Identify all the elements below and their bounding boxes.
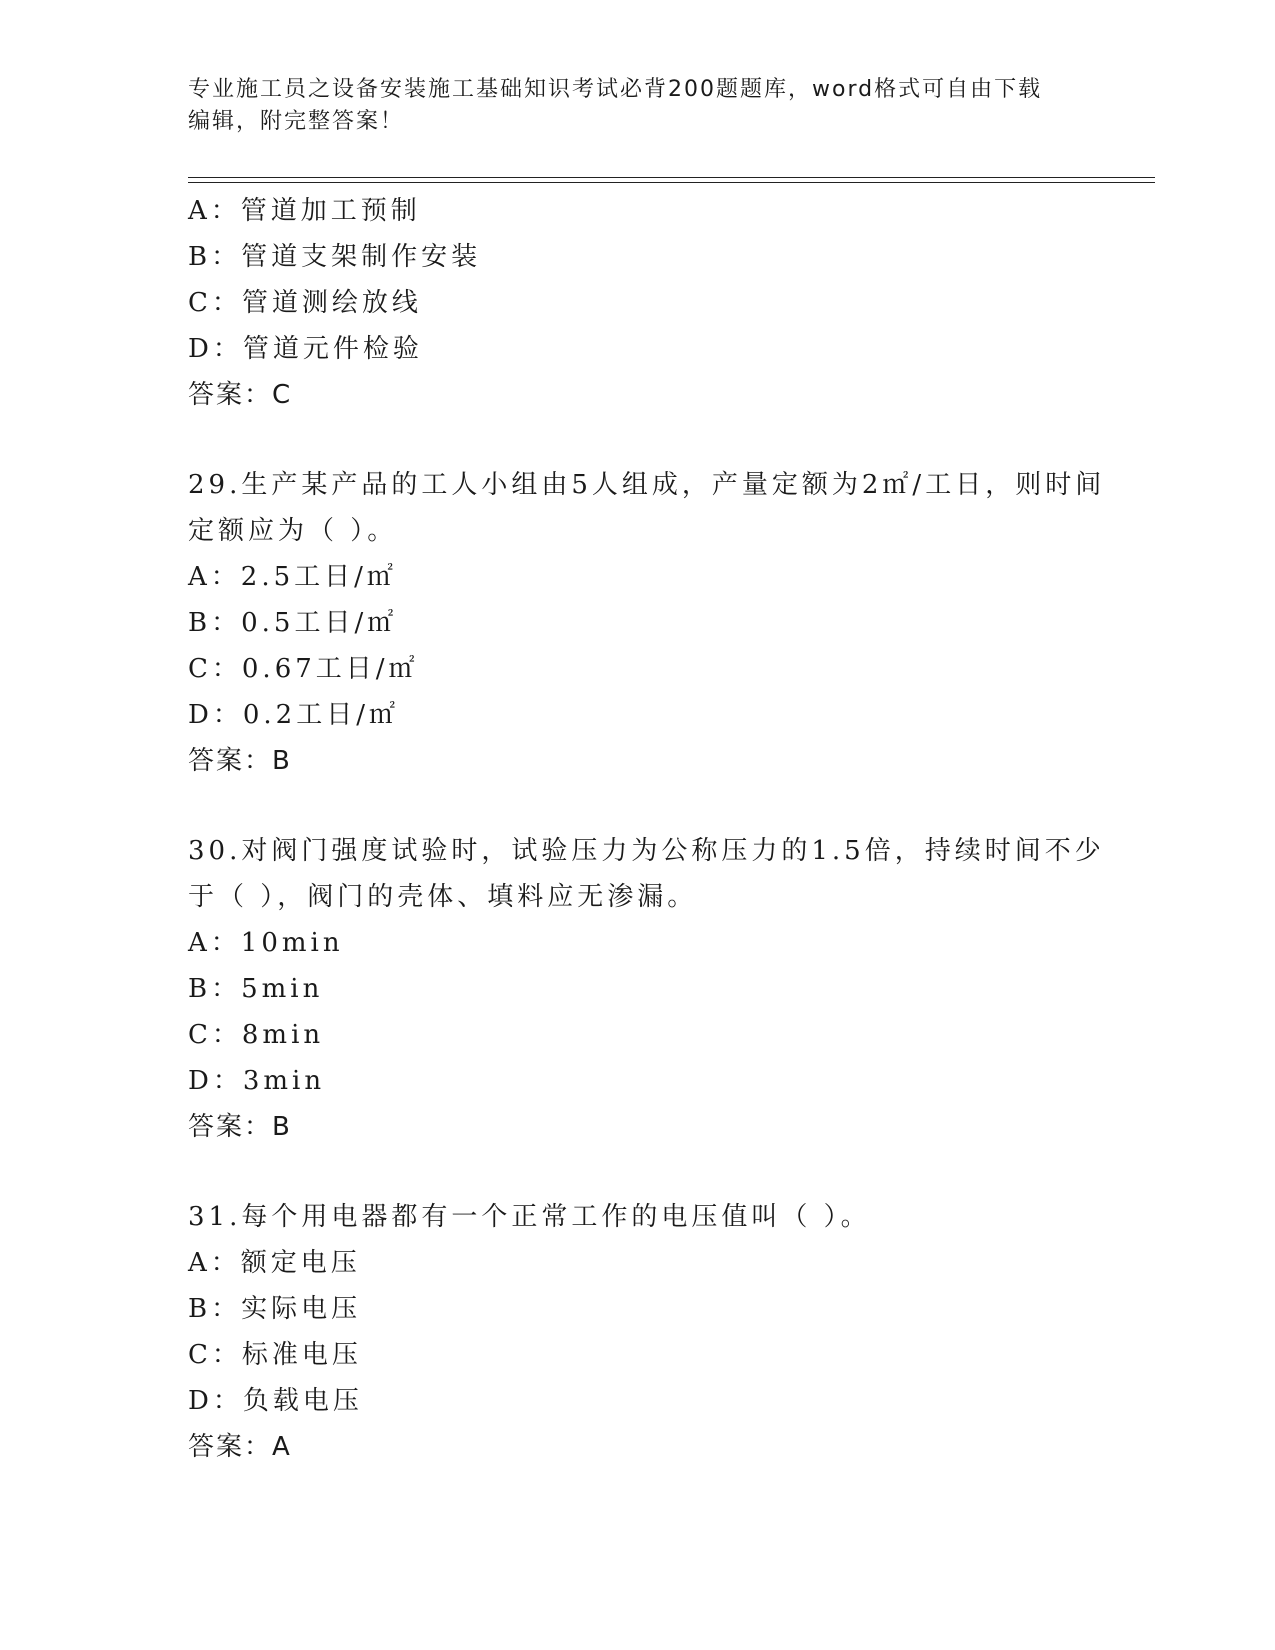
spacer	[188, 1150, 1148, 1194]
question-list	[188, 188, 1148, 1470]
question-stem-line-1: 31.每个用电器都有一个正常工作的电压值叫（ ）。	[188, 1202, 871, 1232]
option-b: B：5min	[188, 974, 324, 1004]
spacer	[188, 418, 1148, 462]
option-c: C：0.67工日/㎡	[188, 654, 419, 684]
option-d: D：3min	[188, 1066, 326, 1096]
answer-key: 答案：A	[188, 1432, 292, 1462]
option-a: A：额定电压	[188, 1248, 361, 1278]
answer-key: 答案：C	[188, 380, 293, 410]
question-31	[188, 1194, 1148, 1470]
option-d: D：负载电压	[188, 1386, 363, 1416]
option-d: D：0.2工日/㎡	[188, 700, 399, 730]
header-title-line-1: 专业施工员之设备安装施工基础知识考试必背200题题库，word格式可自由下载	[188, 77, 1043, 102]
question-stem-line-1: 30.对阀门强度试验时，试验压力为公称压力的1.5倍，持续时间不少	[188, 836, 1105, 866]
document-header	[188, 74, 1088, 138]
question-30	[188, 828, 1148, 1150]
option-c: C：8min	[188, 1020, 325, 1050]
question-stem-line-2: 定额应为（ ）。	[188, 516, 398, 546]
option-b: B：0.5工日/㎡	[188, 608, 398, 638]
header-divider-bottom	[188, 182, 1155, 183]
header-divider-top	[188, 177, 1155, 178]
question-28	[188, 188, 1148, 418]
option-b: B：实际电压	[188, 1294, 362, 1324]
option-a: A：2.5工日/㎡	[188, 562, 397, 592]
question-stem-line-2: 于（ ），阀门的壳体、填料应无渗漏。	[188, 882, 698, 912]
question-stem-line-1: 29.生产某产品的工人小组由5人组成，产量定额为2㎡/工日，则时间	[188, 470, 1106, 500]
option-d: D：管道元件检验	[188, 334, 423, 364]
option-a: A：10min	[188, 928, 344, 958]
answer-key: 答案：B	[188, 1112, 292, 1142]
question-29	[188, 462, 1148, 784]
option-c: C：管道测绘放线	[188, 288, 422, 318]
option-a: A：管道加工预制	[188, 196, 421, 226]
answer-key: 答案：B	[188, 746, 292, 776]
spacer	[188, 784, 1148, 828]
header-title-line-2: 编辑，附完整答案！	[188, 109, 405, 134]
option-b: B：管道支架制作安装	[188, 242, 482, 272]
option-c: C：标准电压	[188, 1340, 362, 1370]
